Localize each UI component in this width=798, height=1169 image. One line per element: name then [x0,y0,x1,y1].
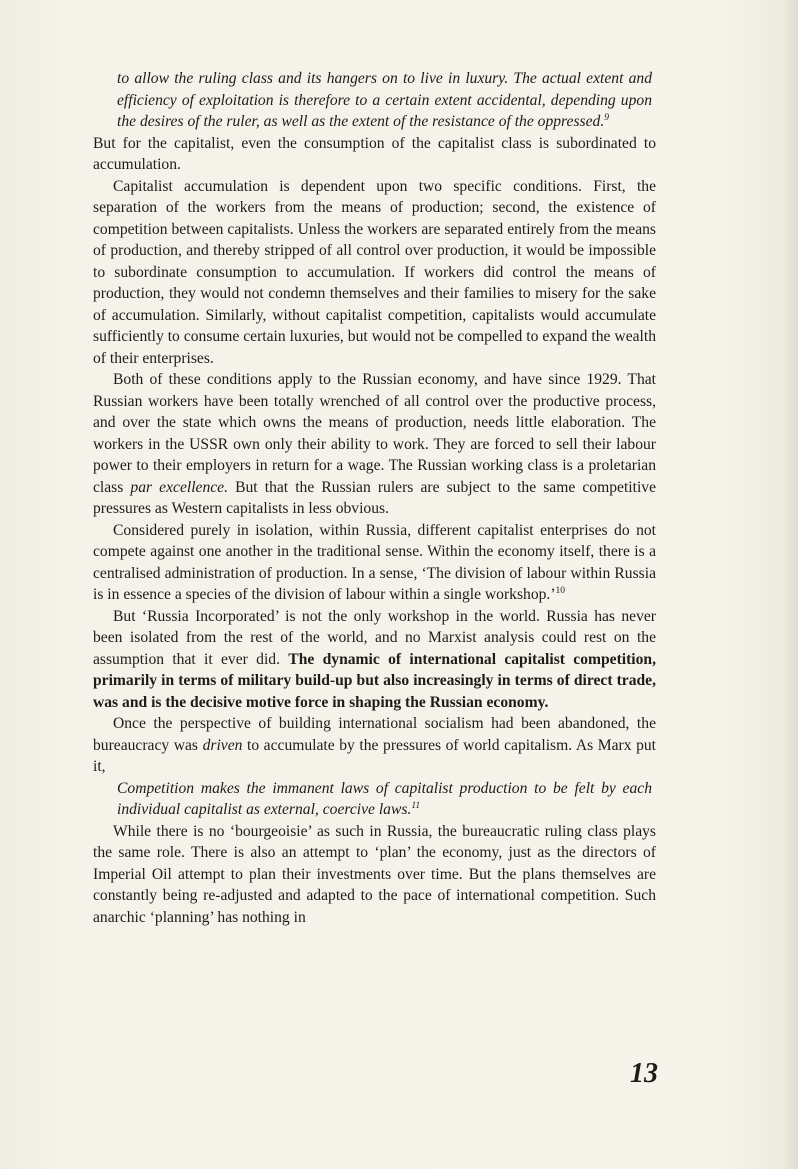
page-edge-shadow [782,0,798,1169]
quote-text: Competition makes the immanent laws of capitalist production to be felt by each individual capitalist as external, coercive laws. [117,779,652,818]
paragraph-text: Once the perspective of building international socialism had been abandoned, the bureaucracy was [93,715,656,754]
paragraph-consumption: But for the capitalist, even the consumption of the capitalist class is subordinated to accumulation. [93,134,656,173]
paragraph-russian-economy [93,369,656,520]
paragraph-text: to accumulate by the pressures of world capitalism. As Marx put it, [93,736,656,775]
quote-text: to allow the ruling class and its hangers on to live in luxury. The actual extent and efficiency of exploitation is therefore to a certain extent accidental, depending upon the desires of the ruler, as well as the extent of the resistance of the oppressed. [117,70,652,130]
footnote-ref-10: 10 [555,586,566,596]
italic-word: driven [202,736,243,754]
paragraph-accumulation-conditions: Capitalist accumulation is dependent upon two specific conditions. First, the separation of the workers from the means of production; second, the existence of competition between capitalists. Unless the workers are separated entirely from the means of production, and thereby stripped of all control over production, it would be impossible to subordinate consumption to accumulation. If workers did control the means of production, they would not condemn themselves and their families to misery for the sake of accumulation. Similarly, without capitalist competition, capitalists would accumulate sufficiently to consume certain luxuries, but would not be compelled to expand the wealth of their enterprises. [93,177,656,367]
bold-emphasis: The dynamic of international capitalist competition, primarily in terms of military build-up but also increasingly in terms of direct trade, was and is the decisive motive force in shaping the Russian economy. [93,650,656,711]
footnote-ref-11: 11 [411,801,421,811]
footnote-ref-9: 9 [604,113,609,123]
paragraph-isolation [93,520,656,606]
paragraph-text: But that the Russian rulers are subject to the same competitive pressures as Western capitalists in less obvious. [93,478,656,517]
paragraph-international-socialism [93,713,656,778]
paragraph-text: Both of these conditions apply to the Russian economy, and have since 1929. That Russian workers have been totally wrenched of all control over the productive process, and over the state which owns the means of production, needs little elaboration. The workers in the USSR own only their ability to work. They are forced to sell their labour power to their employers in return for a wage. The Russian working class is a proletarian class [93,371,656,496]
paragraph-russia-incorporated [93,606,656,714]
block-quote-exploitation [93,68,656,133]
page-number: 13 [630,1058,658,1089]
paragraph-bureaucratic-class: While there is no ‘bourgeoisie’ as such in Russia, the bureaucratic ruling class plays the same role. There is also an attempt to ‘plan’ the economy, just as the directors of Imperial Oil attempt to plan their investments over time. But the plans themselves are constantly being re-adjusted and adapted to the pace of international competition. Such anarchic ‘planning’ has nothing in [93,822,656,926]
block-quote-marx [93,778,656,821]
paragraph-text: But ‘Russia Incorporated’ is not the only workshop in the world. Russia has never been isolated from the rest of the world, and no Marxist analysis could rest on the assumption that it ever did. [93,607,656,668]
body-text [93,68,656,928]
italic-phrase: par excellence. [130,478,228,496]
paragraph-text: Considered purely in isolation, within Russia, different capitalist enterprises do not compete against one another in the traditional sense. Within the economy itself, there is a centralised administration of production. In a sense, ‘The division of labour within Russia is in essence a species of the division of labour within a single workshop.’ [93,521,656,603]
